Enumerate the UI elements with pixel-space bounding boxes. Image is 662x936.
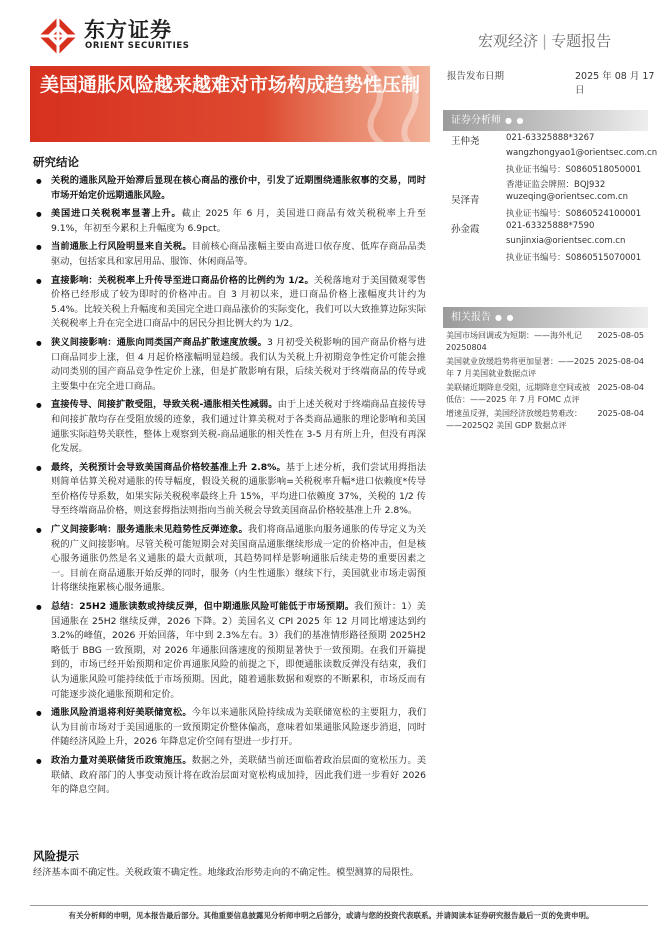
- logo-chinese-name: 东方证券: [84, 18, 172, 42]
- related-report-title: 美国就业放缓趋势将更加显著：——2025 年 7 月美国就业数据点评: [446, 357, 595, 378]
- related-report-title: 美联储近期降息受阻，远期降息空间或被低估：——2025 年 7 月 FOMC 点评: [446, 383, 590, 404]
- report-subtype: 专题报告: [551, 32, 612, 50]
- title-banner: [30, 66, 430, 142]
- divider: |: [542, 32, 548, 50]
- related-report-date: 2025-08-04: [597, 357, 644, 366]
- list-item: ● 当前通胀上行风险明显来自关税。目前核心商品涨幅主要由高进口依存度、低库存商品品类驱动，包括家具和家居用品、服饰、休闲商品等。: [36, 240, 426, 269]
- report-type-label: [478, 30, 611, 51]
- list-item: ● 直接影响：关税税率上升传导至进口商品价格的比例约为 1/2。关税落地对于美国微观零售价格已经形成了较为即时的价格冲击。自 3 月初以来，进口商品价格上涨幅度共计约为 5.4%。比较关税上升幅度和美国完全进口商品涨价的实际变化，我们可以大致推算边际实际关税税率上升在完全进口商品中的居民分担比例大约为 1/2。: [36, 274, 426, 332]
- risk-heading: 风险提示: [33, 849, 79, 863]
- analyst-email[interactable]: wangzhongyao1@orientsec.com.cn: [506, 148, 658, 158]
- analyst-phone: 021-63325888*7590: [506, 221, 595, 231]
- related-report-item[interactable]: [446, 408, 646, 432]
- analyst-name: 孙金霞: [451, 224, 480, 235]
- related-report-title: 美国市场回调或为短期：——海外札记 20250804: [446, 331, 582, 352]
- risk-text: 经济基本面不确定性。关税政策不确定性。地缘政治形势走向的不确定性。模型测算的局限性。: [33, 867, 419, 878]
- footer-divider: [30, 905, 648, 906]
- list-item: ● 最终，关税预计会导致美国商品价格较基准上升 2.8%。基于上述分析，我们尝试用拇指法则简单估算关税对通胀的传导幅度，假设关税的通胀影响=关税税率升幅*进口依赖度*传导至价格传导系数，如果实际关税税率最终上升 15%，平均进口依赖度 37%，关税的 1/2 传导至终端商品价格，则这套拇指法则指向当前关税会导致美国商品价格较基准上升 2.8%。: [36, 461, 426, 519]
- footer-disclaimer: 有关分析师的申明，见本报告最后部分。其他重要信息披露见分析师申明之后部分，或请与您的投资代表联系。并请阅读本证券研究报告最后一页的免责申明。: [68, 911, 594, 920]
- logo-english-name: ORIENT SECURITIES: [85, 41, 190, 51]
- analyst-name: 王仲尧: [451, 136, 480, 147]
- analyst-email[interactable]: sunjinxia@orientsec.com.cn: [506, 236, 626, 246]
- related-reports-header: 相关报告 ● ●: [443, 307, 648, 328]
- report-category: 宏观经济: [478, 32, 539, 50]
- conclusions-list: [36, 174, 426, 802]
- list-item: ● 通胀风险消退将利好美联储宽松。今年以来通胀风险持续成为美联储宽松的主要阻力，我们认为目前市场对于美国通胀的一致预期定价整体偏高，意味着如果通胀风险逐步消退，同时伴随经济风险上升，2026 年降息定价空间有望进一步打开。: [36, 706, 426, 750]
- analyst-license: 执业证书编号：S0860524100001: [506, 209, 642, 219]
- list-item: ● 总结：25H2 通胀读数或持续反弹，但中期通胀风险可能低于市场预期。我们预计：1）美国通胀在 25H2 继续反弹，2026 下降。2）美国名义 CPI 2025 年 12 月同比增速达到约 3.2%的峰值，2026 开始回落，年中到 2.3%左右。3）我们的基准情形路径预期 2025H2 略低于 BBG 一致预期，对 2026 年通胀回落速度的预期显著快于一致预期。在我们开篇提到的，市场已经开始预期和定价再通胀风险的前提之下，即便通胀读数反弹没有结束，我们认为通胀风险可能持续低于市场预期。因此，随着通胀数据和观察的不断累积，市场反而有可能逐步淡化通胀预期和定价。: [36, 600, 426, 702]
- list-item: ● 狭义间接影响：通胀向同类国产商品扩散速度放缓。3 月初受关税影响的国产商品价格与进口商品同步上涨，但 4 月起价格涨幅明显趋缓。我们认为关税上升初期竞争性定价可能会推动同类别的国产商品竞争性定价上涨，但是扩散影响有限，后续关税对于终端商品的传导或主要集中在完全进口商品。: [36, 336, 426, 394]
- publish-date: 2025 年 08 月 17 日: [575, 71, 655, 96]
- related-report-item[interactable]: [446, 330, 646, 354]
- related-report-item[interactable]: [446, 356, 646, 380]
- list-item: ● 政治力量对美联储货币政策施压。数据之外，美联储当前还面临着政治层面的宽松压力。美联储、政府部门的人事变动预计将在政治层面对宽松构成加持，因此我们进一步看好 2026 年的降息空间。: [36, 754, 426, 798]
- analyst-hk-license: 香港证监会牌照：BQJ932: [506, 180, 606, 190]
- related-report-date: 2025-08-04: [597, 383, 644, 392]
- analyst-license: 执业证书编号：S0860515070001: [506, 253, 642, 263]
- list-item: ● 直接传导、间接扩散受阻，导致关税-通胀相关性减弱。由于上述关税对于终端商品直接传导和间接扩散均存在受阻放缓的迹象，我们通过计算美税对于各类商品通胀的理论影响和美国通胀实际趋势关联性，整体上观察到关税-商品通胀的相关性在 3-5 月有所上升，但没有再深化发展。: [36, 398, 426, 456]
- related-report-title: 增速虽反弹，美国经济放缓趋势难改：——2025Q2 美国 GDP 数据点评: [446, 409, 582, 430]
- related-report-date: 2025-08-05: [597, 331, 644, 340]
- dots-icon: ● ●: [505, 116, 525, 125]
- analyst-license: 执业证书编号：S0860518050001: [506, 165, 642, 175]
- publish-date-label: 报告发布日期: [447, 71, 505, 82]
- list-item: ● 关税的通胀风险开始滞后显现在核心商品的涨价中，引发了近期围绕通胀叙事的交易，同时市场开始定价远期通胀风险。: [36, 174, 426, 203]
- related-report-date: 2025-08-04: [597, 409, 644, 418]
- analyst-phone: 021-63325888*3267: [506, 133, 595, 143]
- conclusions-heading: 研究结论: [33, 155, 79, 169]
- analyst-email[interactable]: wuzeqing@orientsec.com.cn: [506, 192, 629, 202]
- dots-icon: ● ●: [495, 313, 515, 322]
- analysts-header: 证券分析师 ● ●: [443, 110, 648, 131]
- report-title: 美国通胀风险越来越难对市场构成趋势性压制: [40, 74, 421, 96]
- related-report-item[interactable]: [446, 382, 646, 406]
- orient-securities-logo-icon: [38, 16, 78, 56]
- list-item: ● 美国进口关税税率显著上升。截止 2025 年 6 月，美国进口商品有效关税税率上升至 9.1%，年初至今累积上升幅度为 6.9pct。: [36, 207, 426, 236]
- list-item: ● 广义间接影响：服务通胀未见趋势性反弹迹象。我们将商品通胀向服务通胀的传导定义为关税的广义间接影响。尽管关税可能短期会对美国商品通胀继续形成一定的价格冲击，但是核心服务通胀仍然是名义通胀的最大贡献项，其趋势同样是影响通胀后续走势的重要因素之一。目前在商品通胀开始反弹的同时，服务（内生性通胀）继续下行，美国就业市场走弱预计将继续拖累核心服务通胀。: [36, 523, 426, 596]
- analyst-name: 吴泽青: [451, 195, 480, 206]
- banner-decoration-icon: [320, 66, 430, 142]
